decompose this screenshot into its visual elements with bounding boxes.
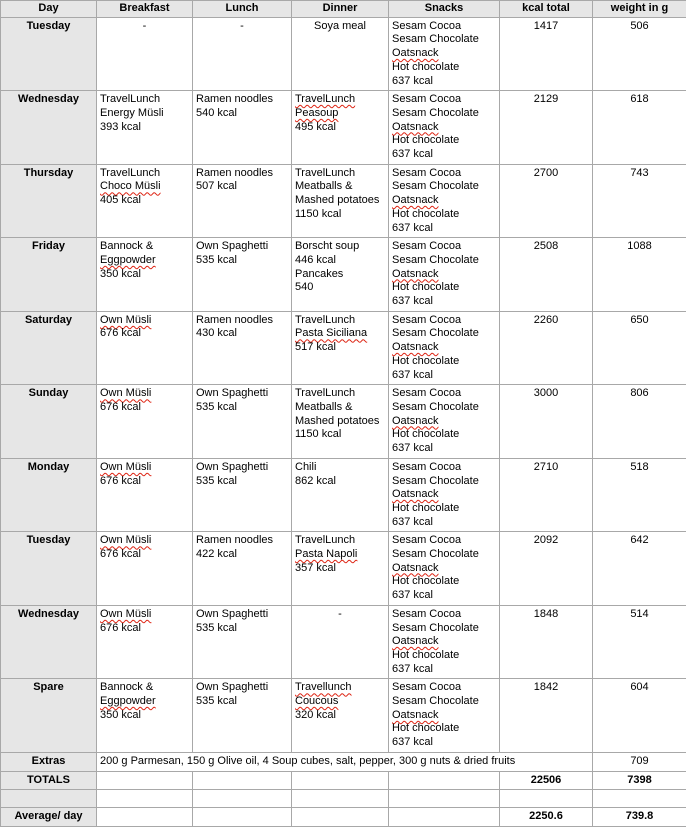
totals-kcal: 22506: [500, 771, 593, 790]
breakfast-line: Choco Müsli: [100, 180, 161, 192]
breakfast-cell: [97, 532, 193, 606]
breakfast-line: Own Müsli: [100, 608, 151, 620]
snacks-cell: [389, 311, 500, 385]
snack-line: Hot chocolate: [392, 281, 496, 295]
dinner-line: 862 kcal: [295, 475, 385, 489]
breakfast-line: 676 kcal: [100, 401, 189, 415]
breakfast-line: TravelLunch: [100, 93, 189, 107]
kcal-cell: 3000: [500, 385, 593, 459]
day-cell: Spare: [1, 679, 97, 753]
breakfast-cell: [97, 17, 193, 91]
extras-row: [1, 752, 686, 771]
table-row: [1, 91, 686, 165]
dinner-line: 517 kcal: [295, 341, 385, 355]
dinner-line: TravelLunch: [295, 387, 385, 401]
snack-line: Hot chocolate: [392, 134, 496, 148]
lunch-cell: [193, 385, 292, 459]
dinner-cell: [292, 91, 389, 165]
breakfast-cell: [97, 679, 193, 753]
snack-line: Sesam Chocolate: [392, 327, 496, 341]
lunch-cell: [193, 91, 292, 165]
extras-weight: 709: [593, 752, 686, 771]
snack-line: Sesam Cocoa: [392, 534, 496, 548]
snack-line: Oatsnack: [392, 121, 438, 133]
lunch-cell: [193, 17, 292, 91]
empty-cell: [500, 790, 593, 808]
snack-line: Sesam Cocoa: [392, 20, 496, 34]
dinner-cell: [292, 164, 389, 238]
weight-cell: 506: [593, 17, 686, 91]
dinner-cell: [292, 679, 389, 753]
header-lunch: Lunch: [193, 1, 292, 18]
empty-cell: [97, 790, 193, 808]
breakfast-line: Eggpowder: [100, 254, 156, 266]
snacks-cell: [389, 164, 500, 238]
breakfast-cell: [97, 458, 193, 532]
breakfast-line: 350 kcal: [100, 268, 189, 282]
dinner-cell: [292, 17, 389, 91]
snacks-cell: [389, 17, 500, 91]
weight-cell: 518: [593, 458, 686, 532]
table-row: [1, 17, 686, 91]
totals-row: [1, 771, 686, 790]
snacks-cell: [389, 385, 500, 459]
breakfast-line: TravelLunch: [100, 167, 189, 181]
totals-label: TOTALS: [1, 771, 97, 790]
breakfast-line: Bannock &: [100, 681, 189, 695]
snacks-cell: [389, 532, 500, 606]
header-dinner: Dinner: [292, 1, 389, 18]
snack-line: 637 kcal: [392, 589, 496, 603]
snack-line: Sesam Cocoa: [392, 387, 496, 401]
breakfast-line: Energy Müsli: [100, 107, 189, 121]
breakfast-line: Bannock &: [100, 240, 189, 254]
lunch-line: Own Spaghetti: [196, 608, 288, 622]
lunch-line: Ramen noodles: [196, 534, 288, 548]
snack-line: 637 kcal: [392, 75, 496, 89]
dinner-line: -: [295, 608, 385, 622]
breakfast-line: Own Müsli: [100, 314, 151, 326]
dinner-line: 540: [295, 281, 385, 295]
snack-line: Hot chocolate: [392, 428, 496, 442]
snack-line: Oatsnack: [392, 635, 438, 647]
dinner-cell: [292, 458, 389, 532]
blank-row: [1, 790, 686, 808]
snack-line: Hot chocolate: [392, 355, 496, 369]
average-row: [1, 808, 686, 827]
breakfast-line: Eggpowder: [100, 695, 156, 707]
snack-line: Hot chocolate: [392, 61, 496, 75]
snack-line: 637 kcal: [392, 222, 496, 236]
empty-cell: [97, 808, 193, 827]
snacks-cell: [389, 679, 500, 753]
dinner-line: Meatballs &: [295, 180, 385, 194]
breakfast-line: 350 kcal: [100, 709, 189, 723]
kcal-cell: 2092: [500, 532, 593, 606]
weight-cell: 604: [593, 679, 686, 753]
breakfast-cell: [97, 311, 193, 385]
day-cell: Tuesday: [1, 532, 97, 606]
dinner-line: 495 kcal: [295, 121, 385, 135]
day-cell: Wednesday: [1, 91, 97, 165]
snack-line: Oatsnack: [392, 268, 438, 280]
breakfast-line: 393 kcal: [100, 121, 189, 135]
lunch-cell: [193, 458, 292, 532]
snack-line: Sesam Chocolate: [392, 548, 496, 562]
lunch-line: 535 kcal: [196, 254, 288, 268]
kcal-cell: 2129: [500, 91, 593, 165]
empty-cell: [389, 790, 500, 808]
weight-cell: 514: [593, 605, 686, 679]
snack-line: 637 kcal: [392, 295, 496, 309]
empty-cell: [193, 790, 292, 808]
snack-line: Sesam Chocolate: [392, 180, 496, 194]
dinner-line: 1150 kcal: [295, 208, 385, 222]
lunch-cell: [193, 679, 292, 753]
lunch-cell: [193, 605, 292, 679]
snacks-cell: [389, 91, 500, 165]
dinner-line: Peasoup: [295, 107, 338, 119]
lunch-line: 507 kcal: [196, 180, 288, 194]
snack-line: Sesam Chocolate: [392, 695, 496, 709]
breakfast-line: -: [100, 20, 189, 34]
breakfast-cell: [97, 164, 193, 238]
snack-line: Sesam Chocolate: [392, 33, 496, 47]
lunch-line: Own Spaghetti: [196, 681, 288, 695]
snack-line: 637 kcal: [392, 736, 496, 750]
day-cell: Thursday: [1, 164, 97, 238]
header-row: [1, 1, 686, 18]
empty-cell: [97, 771, 193, 790]
lunch-line: 540 kcal: [196, 107, 288, 121]
breakfast-line: Own Müsli: [100, 461, 151, 473]
lunch-line: Own Spaghetti: [196, 387, 288, 401]
dinner-cell: [292, 385, 389, 459]
snack-line: 637 kcal: [392, 516, 496, 530]
snack-line: Sesam Cocoa: [392, 240, 496, 254]
snack-line: Sesam Cocoa: [392, 681, 496, 695]
dinner-cell: [292, 605, 389, 679]
snack-line: Oatsnack: [392, 488, 438, 500]
dinner-line: 1150 kcal: [295, 428, 385, 442]
dinner-line: 446 kcal: [295, 254, 385, 268]
breakfast-cell: [97, 385, 193, 459]
snack-line: Sesam Cocoa: [392, 93, 496, 107]
lunch-line: Ramen noodles: [196, 93, 288, 107]
empty-cell: [389, 808, 500, 827]
empty-cell: [292, 808, 389, 827]
snack-line: Hot chocolate: [392, 575, 496, 589]
dinner-line: Borscht soup: [295, 240, 385, 254]
breakfast-cell: [97, 605, 193, 679]
lunch-cell: [193, 238, 292, 312]
weight-cell: 650: [593, 311, 686, 385]
table-row: [1, 311, 686, 385]
snack-line: Oatsnack: [392, 562, 438, 574]
dinner-cell: [292, 238, 389, 312]
extras-text-line: 200 g Parmesan, 150 g Olive oil, 4 Soup cubes, salt, pepper, 300 g nuts & dried fruits: [100, 755, 589, 769]
header-weight: weight in g: [593, 1, 686, 18]
weight-cell: 806: [593, 385, 686, 459]
weight-cell: 618: [593, 91, 686, 165]
empty-cell: [389, 771, 500, 790]
header-day: Day: [1, 1, 97, 18]
weight-cell: 642: [593, 532, 686, 606]
snack-line: Sesam Cocoa: [392, 461, 496, 475]
breakfast-line: 676 kcal: [100, 327, 189, 341]
snack-line: 637 kcal: [392, 148, 496, 162]
lunch-line: Own Spaghetti: [196, 461, 288, 475]
dinner-cell: [292, 532, 389, 606]
lunch-cell: [193, 311, 292, 385]
snack-line: 637 kcal: [392, 663, 496, 677]
lunch-line: Ramen noodles: [196, 167, 288, 181]
snack-line: Sesam Chocolate: [392, 254, 496, 268]
lunch-line: -: [196, 20, 288, 34]
table-row: [1, 605, 686, 679]
snack-line: Sesam Chocolate: [392, 622, 496, 636]
empty-cell: [593, 790, 686, 808]
totals-weight: 7398: [593, 771, 686, 790]
average-label: Average/ day: [1, 808, 97, 827]
empty-cell: [1, 790, 97, 808]
dinner-line: Travellunch: [295, 681, 351, 693]
snack-line: Sesam Cocoa: [392, 167, 496, 181]
dinner-line: TravelLunch: [295, 167, 385, 181]
table-row: [1, 164, 686, 238]
breakfast-line: 405 kcal: [100, 194, 189, 208]
lunch-line: 422 kcal: [196, 548, 288, 562]
dinner-line: Pasta Napoli: [295, 548, 357, 560]
dinner-line: Mashed potatoes: [295, 415, 385, 429]
table-row: [1, 532, 686, 606]
header-kcal-total: kcal total: [500, 1, 593, 18]
snack-line: 637 kcal: [392, 442, 496, 456]
weight-cell: 743: [593, 164, 686, 238]
snack-line: Oatsnack: [392, 709, 438, 721]
dinner-line: Mashed potatoes: [295, 194, 385, 208]
day-cell: Saturday: [1, 311, 97, 385]
average-kcal: 2250.6: [500, 808, 593, 827]
breakfast-cell: [97, 238, 193, 312]
snacks-cell: [389, 238, 500, 312]
snack-line: Hot chocolate: [392, 502, 496, 516]
table-row: [1, 458, 686, 532]
snacks-cell: [389, 605, 500, 679]
table-row: [1, 385, 686, 459]
snack-line: 637 kcal: [392, 369, 496, 383]
snack-line: Oatsnack: [392, 415, 438, 427]
kcal-cell: 2710: [500, 458, 593, 532]
breakfast-line: 676 kcal: [100, 548, 189, 562]
breakfast-line: Own Müsli: [100, 387, 151, 399]
table-row: [1, 679, 686, 753]
snack-line: Oatsnack: [392, 47, 438, 59]
lunch-cell: [193, 164, 292, 238]
breakfast-line: Own Müsli: [100, 534, 151, 546]
extras-text: [97, 752, 593, 771]
day-cell: Friday: [1, 238, 97, 312]
kcal-cell: 1842: [500, 679, 593, 753]
snack-line: Oatsnack: [392, 341, 438, 353]
day-cell: Wednesday: [1, 605, 97, 679]
dinner-line: TravelLunch: [295, 93, 355, 105]
header-snacks: Snacks: [389, 1, 500, 18]
snack-line: Hot chocolate: [392, 208, 496, 222]
day-cell: Sunday: [1, 385, 97, 459]
snack-line: Hot chocolate: [392, 722, 496, 736]
dinner-line: Pasta Siciliana: [295, 327, 367, 339]
snack-line: Oatsnack: [392, 194, 438, 206]
lunch-line: 535 kcal: [196, 475, 288, 489]
day-cell: Tuesday: [1, 17, 97, 91]
extras-label: Extras: [1, 752, 97, 771]
weight-cell: 1088: [593, 238, 686, 312]
snack-line: Sesam Cocoa: [392, 608, 496, 622]
day-cell: Monday: [1, 458, 97, 532]
dinner-line: Chili: [295, 461, 385, 475]
dinner-line: Pancakes: [295, 268, 385, 282]
snack-line: Hot chocolate: [392, 649, 496, 663]
lunch-line: 535 kcal: [196, 695, 288, 709]
dinner-line: TravelLunch: [295, 534, 385, 548]
lunch-cell: [193, 532, 292, 606]
snack-line: Sesam Chocolate: [392, 107, 496, 121]
snack-line: Sesam Cocoa: [392, 314, 496, 328]
dinner-line: 320 kcal: [295, 709, 385, 723]
empty-cell: [193, 808, 292, 827]
kcal-cell: 1848: [500, 605, 593, 679]
empty-cell: [292, 771, 389, 790]
lunch-line: Ramen noodles: [196, 314, 288, 328]
breakfast-line: 676 kcal: [100, 475, 189, 489]
dinner-line: TravelLunch: [295, 314, 385, 328]
empty-cell: [193, 771, 292, 790]
snack-line: Sesam Chocolate: [392, 401, 496, 415]
kcal-cell: 2260: [500, 311, 593, 385]
dinner-cell: [292, 311, 389, 385]
average-weight: 739.8: [593, 808, 686, 827]
table-row: [1, 238, 686, 312]
lunch-line: 535 kcal: [196, 622, 288, 636]
lunch-line: 535 kcal: [196, 401, 288, 415]
breakfast-line: 676 kcal: [100, 622, 189, 636]
snack-line: Sesam Chocolate: [392, 475, 496, 489]
dinner-line: 357 kcal: [295, 562, 385, 576]
empty-cell: [292, 790, 389, 808]
dinner-line: Meatballs &: [295, 401, 385, 415]
snacks-cell: [389, 458, 500, 532]
breakfast-cell: [97, 91, 193, 165]
header-breakfast: Breakfast: [97, 1, 193, 18]
kcal-cell: 2508: [500, 238, 593, 312]
kcal-cell: 2700: [500, 164, 593, 238]
kcal-cell: 1417: [500, 17, 593, 91]
dinner-line: Soya meal: [295, 20, 385, 34]
lunch-line: Own Spaghetti: [196, 240, 288, 254]
lunch-line: 430 kcal: [196, 327, 288, 341]
dinner-line: Coucous: [295, 695, 338, 707]
